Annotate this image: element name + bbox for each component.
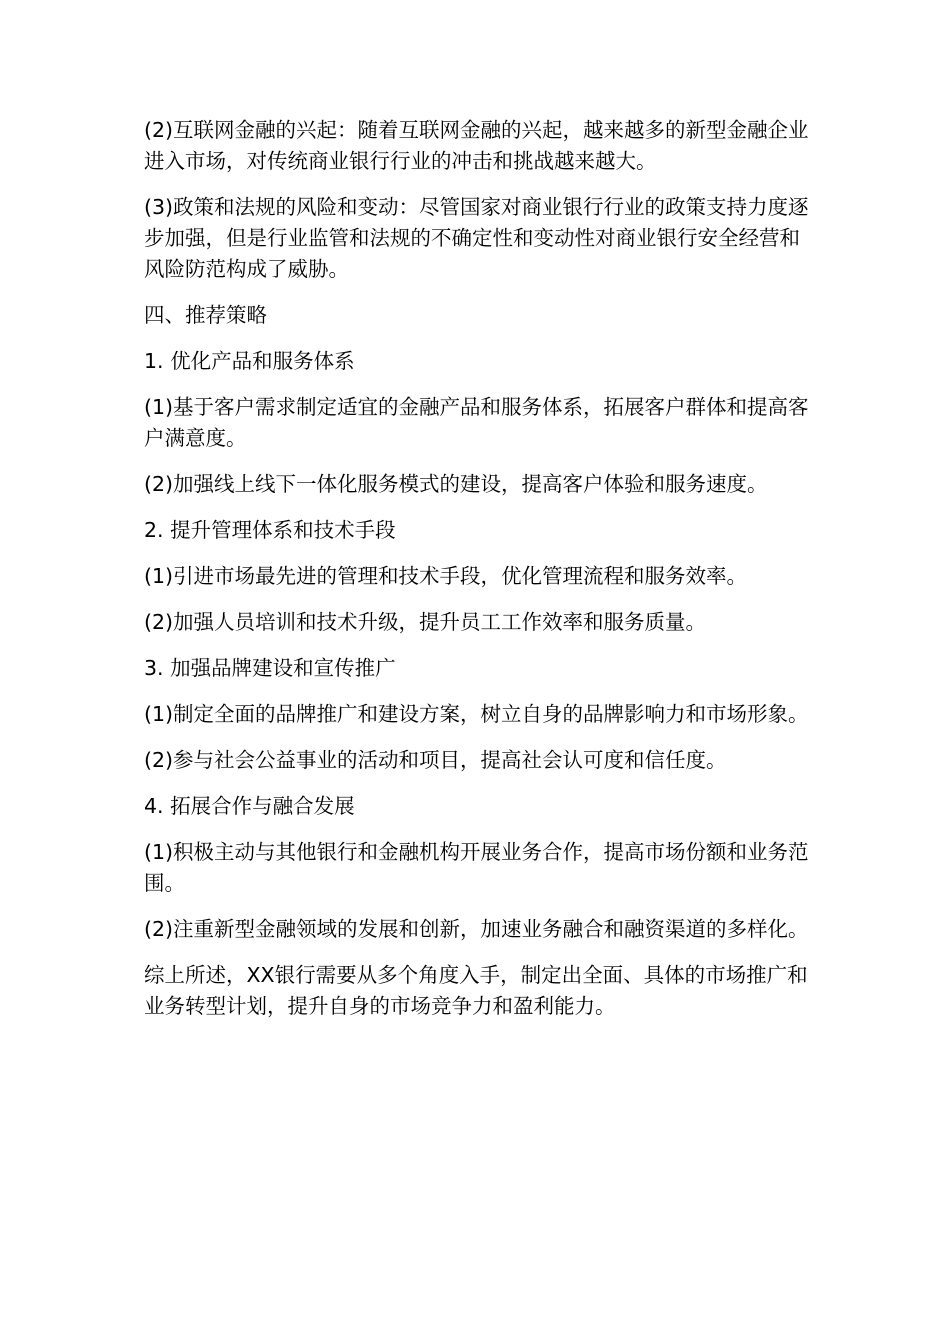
subheading-brand: 3. 加强品牌建设和宣传推广 — [144, 656, 396, 680]
subheading-management-tech: 2. 提升管理体系和技术手段 — [144, 518, 396, 542]
paragraph-products-1: (1)基于客户需求制定适宜的金融产品和服务体系，拓展客户群体和提高客户满意度。 — [144, 395, 809, 450]
paragraph-policy-risk: (3)政策和法规的风险和变动：尽管国家对商业银行行业的政策支持力度逐步加强，但是行业监管和法规的不确定性和变动性对商业银行安全经营和风险防范构成了威胁。 — [144, 195, 809, 281]
paragraph-brand-1: (1)制定全面的品牌推广和建设方案，树立自身的品牌影响力和市场形象。 — [144, 702, 809, 726]
section-heading-strategy: 四、推荐策略 — [144, 303, 267, 327]
paragraph-conclusion: 综上所述，XX银行需要从多个角度入手，制定出全面、具体的市场推广和业务转型计划，提升自身的市场竞争力和盈利能力。 — [144, 963, 808, 1018]
paragraph-internet-finance: (2)互联网金融的兴起：随着互联网金融的兴起，越来越多的新型金融企业进入市场，对传统商业银行行业的冲击和挑战越来越大。 — [144, 118, 809, 173]
paragraph-management-2: (2)加强人员培训和技术升级，提升员工工作效率和服务质量。 — [144, 610, 707, 634]
document-body — [144, 115, 820, 1037]
subheading-cooperation: 4. 拓展合作与融合发展 — [144, 794, 355, 818]
paragraph-management-1: (1)引进市场最先进的管理和技术手段，优化管理流程和服务效率。 — [144, 564, 748, 588]
paragraph-brand-2: (2)参与社会公益事业的活动和项目，提高社会认可度和信任度。 — [144, 748, 727, 772]
paragraph-cooperation-1: (1)积极主动与其他银行和金融机构开展业务合作，提高市场份额和业务范围。 — [144, 840, 809, 895]
subheading-products-services: 1. 优化产品和服务体系 — [144, 349, 355, 373]
paragraph-cooperation-2: (2)注重新型金融领域的发展和创新，加速业务融合和融资渠道的多样化。 — [144, 917, 809, 941]
paragraph-products-2: (2)加强线上线下一体化服务模式的建设，提高客户体验和服务速度。 — [144, 472, 768, 496]
